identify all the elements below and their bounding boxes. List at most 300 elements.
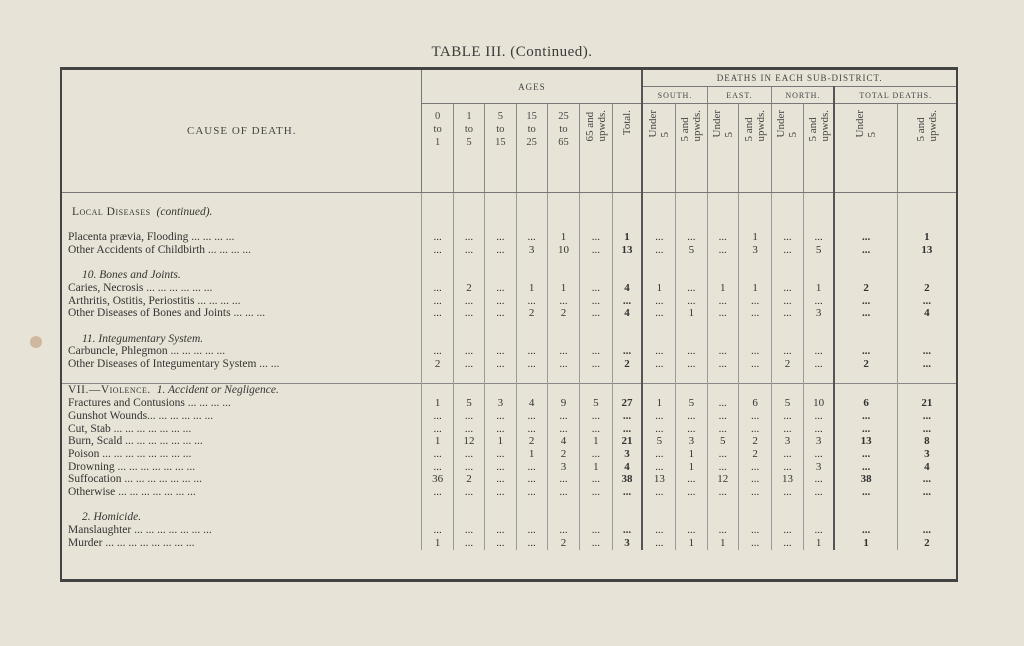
district-col-label: 5 and upwds. (806, 110, 831, 142)
district-col-label: Under 5 (647, 110, 672, 138)
table-cell: 1 (897, 231, 956, 244)
table-row (62, 473, 956, 486)
table-cell: ... (772, 345, 803, 358)
table-cell: 10 (803, 397, 834, 410)
table-cell (803, 333, 834, 346)
table-cell: 2 (834, 358, 897, 371)
table-cell: ... (642, 448, 675, 461)
cause-label: Burn, Scald ... ... ... ... ... ... ... (68, 435, 203, 448)
table-cell (547, 333, 579, 346)
table-cell: ... (897, 473, 956, 486)
table-cell (453, 218, 484, 231)
table-cell: ... (485, 282, 516, 295)
table-cell (580, 371, 612, 384)
table-row (62, 269, 956, 282)
table-cell (897, 269, 956, 282)
table-cell (738, 511, 771, 524)
table-cell: 4 (897, 461, 956, 474)
table-cell (642, 333, 675, 346)
table-cell (612, 193, 642, 206)
table-cell: ... (547, 410, 579, 423)
table-cell: ... (834, 524, 897, 537)
table-cell: ... (485, 410, 516, 423)
table-cell: ... (834, 295, 897, 308)
table-cell: 1 (803, 537, 834, 550)
table-cell (422, 320, 453, 333)
table-cell (642, 256, 675, 269)
table-cell: 38 (834, 473, 897, 486)
table-cell (580, 218, 612, 231)
table-cell: ... (803, 423, 834, 436)
table-cell: ... (612, 345, 642, 358)
table-cell: ... (485, 448, 516, 461)
table-cell: ... (897, 524, 956, 537)
table-cell: ... (547, 345, 579, 358)
table-cell: 3 (612, 448, 642, 461)
table-cell: 2 (738, 435, 771, 448)
table-cell (642, 218, 675, 231)
table-cell: 21 (897, 397, 956, 410)
table-cell: ... (676, 358, 707, 371)
table-cell (580, 256, 612, 269)
table-cell (612, 206, 642, 219)
cause-label: 2. Homicide. (82, 511, 142, 524)
section-heading: Local Diseases (72, 205, 151, 218)
table-cell: ... (422, 461, 453, 474)
table-cell: 3 (485, 397, 516, 410)
table-cell: ... (738, 345, 771, 358)
table-row (62, 256, 956, 269)
table-cell (642, 269, 675, 282)
table-cell: ... (834, 345, 897, 358)
table-cell (516, 499, 547, 512)
table-cell: 4 (612, 282, 642, 295)
table-cell (516, 384, 547, 397)
table-cell: ... (485, 345, 516, 358)
table-cell: ... (612, 486, 642, 499)
table-cell: 1 (580, 435, 612, 448)
table-cell: ... (485, 524, 516, 537)
cause-label: 11. Integumentary System. (82, 332, 204, 345)
table-cell (897, 384, 956, 397)
table-cell (422, 511, 453, 524)
table-cell: ... (580, 486, 612, 499)
table-cell: 1 (707, 282, 738, 295)
cause-label: Drowning ... ... ... ... ... ... ... (68, 460, 196, 473)
table-cell: 5 (642, 435, 675, 448)
table-cell: 21 (612, 435, 642, 448)
table-cell: ... (422, 345, 453, 358)
table-cell (422, 193, 453, 206)
table-cell: ... (547, 473, 579, 486)
east-header: EAST. (707, 87, 772, 104)
table-cell (612, 333, 642, 346)
table-cell: 1 (834, 537, 897, 550)
table-cell: ... (803, 448, 834, 461)
table-cell: 1 (422, 397, 453, 410)
table-cell: ... (772, 295, 803, 308)
table-cell: ... (676, 524, 707, 537)
table-cell (897, 499, 956, 512)
table-cell (516, 511, 547, 524)
table-cell: ... (516, 537, 547, 550)
table-cell: 10 (547, 244, 579, 257)
table-cell: 4 (547, 435, 579, 448)
table-cell: ... (485, 461, 516, 474)
cause-label (62, 371, 422, 384)
table-cell: ... (422, 295, 453, 308)
table-cell (803, 384, 834, 397)
table-cell (834, 384, 897, 397)
table-cell: 1 (580, 461, 612, 474)
table-row (62, 499, 956, 512)
table-cell (516, 333, 547, 346)
cause-label (62, 193, 422, 206)
table-cell: ... (803, 473, 834, 486)
age-col-header (612, 104, 642, 193)
table-cell: ... (453, 244, 484, 257)
table-cell: 13 (772, 473, 803, 486)
table-cell: ... (580, 358, 612, 371)
table-cell (422, 269, 453, 282)
table-cell (547, 384, 579, 397)
table-cell: ... (642, 307, 675, 320)
table-cell: 1 (485, 435, 516, 448)
table-cell (676, 218, 707, 231)
table-cell (580, 206, 612, 219)
district-col-header (897, 104, 956, 193)
table-cell: ... (516, 231, 547, 244)
table-cell: ... (516, 473, 547, 486)
table-cell (485, 206, 516, 219)
table-cell: ... (772, 448, 803, 461)
table-cell: ... (738, 410, 771, 423)
table-cell (803, 499, 834, 512)
cause-label: Cut, Stab ... ... ... ... ... ... ... (68, 422, 192, 435)
age-col-header: 25 to 65 (547, 104, 579, 193)
table-cell (772, 371, 803, 384)
table-cell (803, 206, 834, 219)
table-cell (453, 384, 484, 397)
table-cell: 4 (612, 461, 642, 474)
table-cell: ... (547, 524, 579, 537)
table-cell (612, 371, 642, 384)
table-cell (485, 218, 516, 231)
table-cell: ... (453, 307, 484, 320)
table-cell (422, 206, 453, 219)
table-cell: 1 (422, 435, 453, 448)
table-cell: 2 (772, 358, 803, 371)
table-cell (453, 511, 484, 524)
age-col-header (580, 104, 612, 193)
age-col-header: 0 to 1 (422, 104, 453, 193)
table-cell (676, 193, 707, 206)
table-cell (897, 256, 956, 269)
table-cell: 2 (897, 537, 956, 550)
table-cell (516, 218, 547, 231)
table-cell (707, 269, 738, 282)
section-subheading: (continued). (156, 205, 213, 218)
table-cell (834, 269, 897, 282)
table-cell: ... (676, 345, 707, 358)
table-cell (707, 371, 738, 384)
table-cell (485, 269, 516, 282)
table-cell (516, 371, 547, 384)
table-cell (772, 320, 803, 333)
table-cell (516, 320, 547, 333)
table-cell: ... (642, 345, 675, 358)
table-cell (772, 511, 803, 524)
table-cell: ... (580, 423, 612, 436)
district-col-header (642, 104, 675, 193)
table-cell: 3 (516, 244, 547, 257)
table-cell: 3 (676, 435, 707, 448)
table-cell: ... (516, 461, 547, 474)
table-cell: 1 (676, 448, 707, 461)
table-cell (676, 371, 707, 384)
table-cell (580, 193, 612, 206)
table-cell (676, 269, 707, 282)
table-cell: 36 (422, 473, 453, 486)
table-cell: ... (453, 448, 484, 461)
table-cell (738, 269, 771, 282)
table-cell: 6 (834, 397, 897, 410)
table-cell (834, 371, 897, 384)
table-cell (803, 371, 834, 384)
table-cell: ... (834, 486, 897, 499)
table-cell: 2 (453, 282, 484, 295)
table-cell (803, 269, 834, 282)
table-cell: 3 (612, 537, 642, 550)
table-cell: ... (453, 461, 484, 474)
table-row (62, 333, 956, 346)
table-cell: ... (485, 244, 516, 257)
table-cell (612, 256, 642, 269)
cause-label (62, 206, 422, 219)
table-cell: 1 (642, 397, 675, 410)
table-cell: ... (612, 524, 642, 537)
table-cell: ... (580, 295, 612, 308)
table-cell (580, 333, 612, 346)
table-cell: 5 (676, 397, 707, 410)
cause-label: 10. Bones and Joints. (82, 269, 181, 282)
table-cell: ... (707, 358, 738, 371)
table-cell (772, 499, 803, 512)
table-cell: ... (738, 307, 771, 320)
table-cell: ... (707, 461, 738, 474)
cause-label: Other Accidents of Childbirth ... ... ... ... (68, 243, 252, 256)
table-title: TABLE III. (Continued). (431, 44, 593, 60)
cause-label: Gunshot Wounds... ... ... ... ... ... (68, 409, 214, 422)
table-cell: 27 (612, 397, 642, 410)
table-cell: 12 (453, 435, 484, 448)
table-cell: 3 (772, 435, 803, 448)
table-cell: ... (738, 358, 771, 371)
table-cell (453, 193, 484, 206)
table-cell: 8 (897, 435, 956, 448)
section-subheading: 1. Accident or Negligence. (156, 384, 279, 397)
table-cell: 4 (516, 397, 547, 410)
district-col-header (676, 104, 707, 193)
table-cell: ... (803, 345, 834, 358)
table-cell: ... (642, 486, 675, 499)
table-cell: ... (612, 423, 642, 436)
table-cell (422, 218, 453, 231)
table-cell (897, 511, 956, 524)
table-cell: ... (707, 423, 738, 436)
table-cell: ... (642, 537, 675, 550)
table-cell: ... (834, 307, 897, 320)
table-cell (580, 384, 612, 397)
age-col-header: 15 to 25 (516, 104, 547, 193)
mortality-table (62, 70, 956, 550)
table-cell (547, 218, 579, 231)
table-row (62, 461, 956, 474)
table-cell (642, 371, 675, 384)
age-col-header: 1 to 5 (453, 104, 484, 193)
cause-label: Fractures and Contusions ... ... ... ... (68, 397, 231, 410)
table-cell: ... (897, 295, 956, 308)
table-cell (485, 333, 516, 346)
table-cell: 2 (738, 448, 771, 461)
table-cell: ... (707, 231, 738, 244)
table-cell: ... (453, 295, 484, 308)
table-cell (547, 193, 579, 206)
table-cell (676, 206, 707, 219)
table-cell (803, 256, 834, 269)
table-cell: ... (738, 486, 771, 499)
table-cell: ... (642, 295, 675, 308)
table-cell (897, 371, 956, 384)
ages-header: AGES (422, 70, 642, 104)
deaths-group-header: DEATHS IN EACH SUB-DISTRICT. (642, 70, 956, 87)
table-cell (485, 320, 516, 333)
table-cell (772, 333, 803, 346)
cause-label (62, 499, 422, 512)
table-row (62, 193, 956, 206)
table-cell (897, 206, 956, 219)
district-col-label: Under 5 (775, 110, 800, 138)
table-cell (772, 384, 803, 397)
table-cell (485, 193, 516, 206)
table-row (62, 384, 956, 397)
table-cell: 5 (676, 244, 707, 257)
table-cell (772, 218, 803, 231)
table-cell: ... (547, 358, 579, 371)
table-cell: ... (422, 244, 453, 257)
table-cell: ... (642, 461, 675, 474)
table-cell: ... (772, 231, 803, 244)
cause-header: CAUSE OF DEATH. (62, 70, 422, 193)
table-cell: ... (580, 448, 612, 461)
table-cell (547, 371, 579, 384)
table-cell (516, 256, 547, 269)
table-cell (707, 206, 738, 219)
table-row (62, 537, 956, 550)
table-cell: 4 (612, 307, 642, 320)
table-cell: ... (485, 231, 516, 244)
table-cell: ... (707, 410, 738, 423)
table-cell: ... (772, 410, 803, 423)
table-cell: ... (485, 473, 516, 486)
table-cell: ... (707, 448, 738, 461)
table-cell (897, 218, 956, 231)
table-row (62, 307, 956, 320)
table-cell: ... (642, 358, 675, 371)
district-col-label: Under 5 (710, 110, 735, 138)
table-cell (516, 206, 547, 219)
table-cell: 38 (612, 473, 642, 486)
table-cell: ... (738, 423, 771, 436)
table-cell: ... (642, 423, 675, 436)
table-cell (707, 333, 738, 346)
table-cell: ... (834, 461, 897, 474)
cause-label: Other Diseases of Integumentary System ... ... (68, 358, 280, 371)
table-cell: 1 (676, 461, 707, 474)
table-cell: 1 (738, 282, 771, 295)
table-cell: ... (707, 307, 738, 320)
table-cell: ... (772, 537, 803, 550)
table-cell (738, 333, 771, 346)
table-row (62, 295, 956, 308)
table-row (62, 218, 956, 231)
table-cell: ... (676, 282, 707, 295)
cause-label: Other Diseases of Bones and Joints ... ... ... (68, 307, 266, 320)
table-cell (834, 256, 897, 269)
table-cell (580, 511, 612, 524)
table-cell (738, 206, 771, 219)
table-row (62, 282, 956, 295)
table-cell: ... (516, 345, 547, 358)
table-cell: ... (642, 524, 675, 537)
table-cell (547, 269, 579, 282)
table-cell: ... (580, 345, 612, 358)
table-cell (772, 206, 803, 219)
table-cell: ... (485, 358, 516, 371)
table-cell (834, 499, 897, 512)
table-cell (612, 511, 642, 524)
table-cell: 1 (676, 307, 707, 320)
table-cell (547, 256, 579, 269)
table-cell: 1 (547, 282, 579, 295)
district-col-header (803, 104, 834, 193)
table-cell (453, 269, 484, 282)
table-row (62, 511, 956, 524)
table-cell (803, 193, 834, 206)
table-cell (516, 193, 547, 206)
cause-label: Caries, Necrosis ... ... ... ... ... ... (68, 281, 213, 294)
table-cell: ... (642, 231, 675, 244)
table-cell: ... (834, 448, 897, 461)
table-row (62, 410, 956, 423)
cause-label (62, 218, 422, 231)
table-cell: 3 (738, 244, 771, 257)
table-cell: ... (422, 448, 453, 461)
table-cell (738, 256, 771, 269)
table-cell: ... (676, 410, 707, 423)
table-cell: 5 (580, 397, 612, 410)
table-cell (422, 371, 453, 384)
table-cell: 1 (738, 231, 771, 244)
table-cell: 13 (834, 435, 897, 448)
table-cell (612, 320, 642, 333)
table-row (62, 231, 956, 244)
table-cell (422, 256, 453, 269)
table-cell: 2 (453, 473, 484, 486)
table-cell (676, 499, 707, 512)
table-cell: 2 (897, 282, 956, 295)
table-cell: ... (453, 231, 484, 244)
